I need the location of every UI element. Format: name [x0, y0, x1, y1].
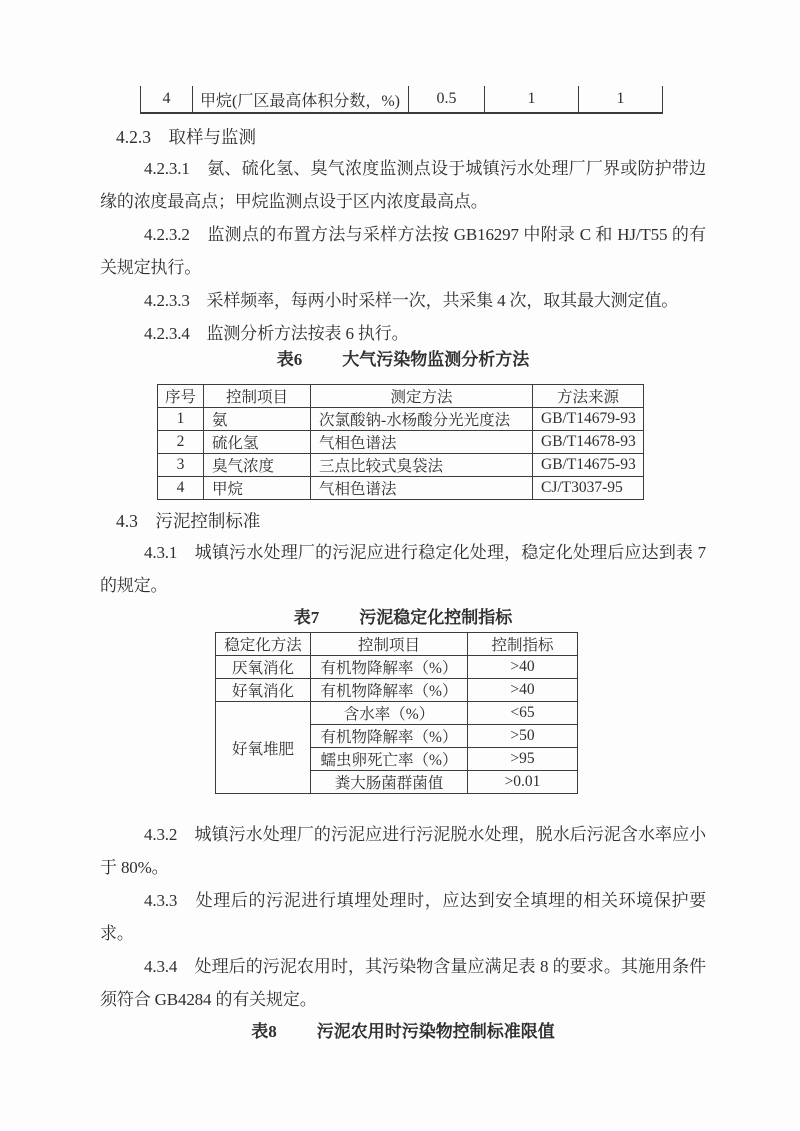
table8-caption-title: 污泥农用时污染物控制标准限值 [316, 1022, 555, 1041]
air-pollutant-monitoring-table [157, 384, 644, 500]
paragraph-4-3-2: 4.3.2 城镇污水处理厂的污泥应进行污泥脱水处理，脱水后污泥含水率应小于 80%。 [100, 825, 706, 877]
table-cell: GB/T14678-93 [533, 431, 644, 454]
table-row [158, 408, 644, 431]
table-cell: 粪大肠菌群菌值 [311, 771, 468, 794]
table-header-cell: 控制项目 [311, 633, 468, 656]
table-header-row [158, 385, 644, 408]
sludge-stabilization-table [215, 632, 578, 794]
table-row [216, 656, 578, 679]
table-cell: 2 [158, 431, 204, 454]
paragraph-4-2-3-4: 4.2.3.4 监测分析方法按表 6 执行。 [144, 324, 409, 343]
table-header-cell: 控制项目 [204, 385, 311, 408]
table6-caption-title: 大气污染物监测分析方法 [342, 350, 530, 369]
table6-caption-label: 表6 [276, 350, 303, 369]
table-cell: 0.5 [409, 86, 485, 113]
table-cell: 气相色谱法 [311, 477, 533, 500]
table-header-cell: 序号 [158, 385, 204, 408]
table-cell: 有机物降解率（%） [311, 656, 468, 679]
table-header-cell: 方法来源 [533, 385, 644, 408]
table7-caption-title: 污泥稳定化控制指标 [359, 608, 513, 627]
table-cell: 次氯酸钠-水杨酸分光光度法 [311, 408, 533, 431]
table-cell-merged: 好氧堆肥 [216, 702, 311, 794]
table7-caption-label: 表7 [293, 608, 320, 627]
table-cell: 好氧消化 [216, 679, 311, 702]
table-header-cell: 稳定化方法 [216, 633, 311, 656]
table-cell: 硫化氢 [204, 431, 311, 454]
table-cell: 1 [579, 86, 663, 113]
paragraph-4-2-3-3: 4.2.3.3 采样频率，每两小时采样一次，共采集 4 次，取其最大测定值。 [144, 291, 679, 310]
table-cell: 有机物降解率（%） [311, 679, 468, 702]
table-cell: GB/T14675-93 [533, 454, 644, 477]
table-cell: 臭气浓度 [204, 454, 311, 477]
table-row [158, 431, 644, 454]
table7-caption [100, 604, 706, 632]
table-header-cell: 控制指标 [468, 633, 578, 656]
table-cell: 1 [158, 408, 204, 431]
paragraph-4-2-3-2: 4.2.3.2 监测点的布置方法与采样方法按 GB16297 中附录 C 和 HJ/T55 的有关规定执行。 [100, 225, 706, 277]
paragraph-4-3-4: 4.3.4 处理后的污泥农用时，其污染物含量应满足表 8 的要求。其施用条件须符合 GB4284 的有关规定。 [100, 957, 706, 1009]
table8-caption-label: 表8 [251, 1022, 277, 1041]
table-cell: GB/T14679-93 [533, 408, 644, 431]
table-cell: 蠕虫卵死亡率（%） [311, 748, 468, 771]
table-cell: <65 [468, 702, 578, 725]
page-content [100, 0, 706, 1046]
table-cell: >40 [468, 656, 578, 679]
table-cell: 有机物降解率（%） [311, 725, 468, 748]
section-heading-4-2-3: 4.2.3 取样与监测 [116, 127, 256, 147]
table-cell: 4 [141, 86, 193, 113]
section-heading-4-3: 4.3 污泥控制标准 [116, 511, 261, 531]
table-row [216, 679, 578, 702]
table-cell: 甲烷 [204, 477, 311, 500]
table6-caption [100, 346, 706, 374]
table-cell: 气相色谱法 [311, 431, 533, 454]
paragraph-4-3-1: 4.3.1 城镇污水处理厂的污泥应进行稳定化处理，稳定化处理后应达到表 7 的规定。 [100, 543, 706, 595]
table-cell: CJ/T3037-95 [533, 477, 644, 500]
table-cell: 3 [158, 454, 204, 477]
table-cell: >40 [468, 679, 578, 702]
paragraph-4-3-3: 4.3.3 处理后的污泥进行填埋处理时，应达到安全填埋的相关环境保护要求。 [100, 891, 706, 943]
table-cell: 甲烷(厂区最高体积分数，%) [193, 86, 409, 113]
continued-table-row [140, 86, 663, 114]
table-cell: 含水率（%） [311, 702, 468, 725]
table-row [141, 86, 663, 113]
table-cell: 氨 [204, 408, 311, 431]
table-cell: 4 [158, 477, 204, 500]
table-cell: >50 [468, 725, 578, 748]
table-header-row [216, 633, 578, 656]
table-cell: 1 [485, 86, 579, 113]
table-row [158, 477, 644, 500]
table-row [216, 702, 578, 725]
table-cell: >0.01 [468, 771, 578, 794]
table-header-cell: 测定方法 [311, 385, 533, 408]
table-cell: 三点比较式臭袋法 [311, 454, 533, 477]
table8-caption [100, 1018, 706, 1046]
table-row [158, 454, 644, 477]
table-cell: 厌氧消化 [216, 656, 311, 679]
table-cell: >95 [468, 748, 578, 771]
paragraph-4-2-3-1: 4.2.3.1 氨、硫化氢、臭气浓度监测点设于城镇污水处理厂厂界或防护带边缘的浓度最高点；甲烷监测点设于区内浓度最高点。 [100, 159, 706, 211]
